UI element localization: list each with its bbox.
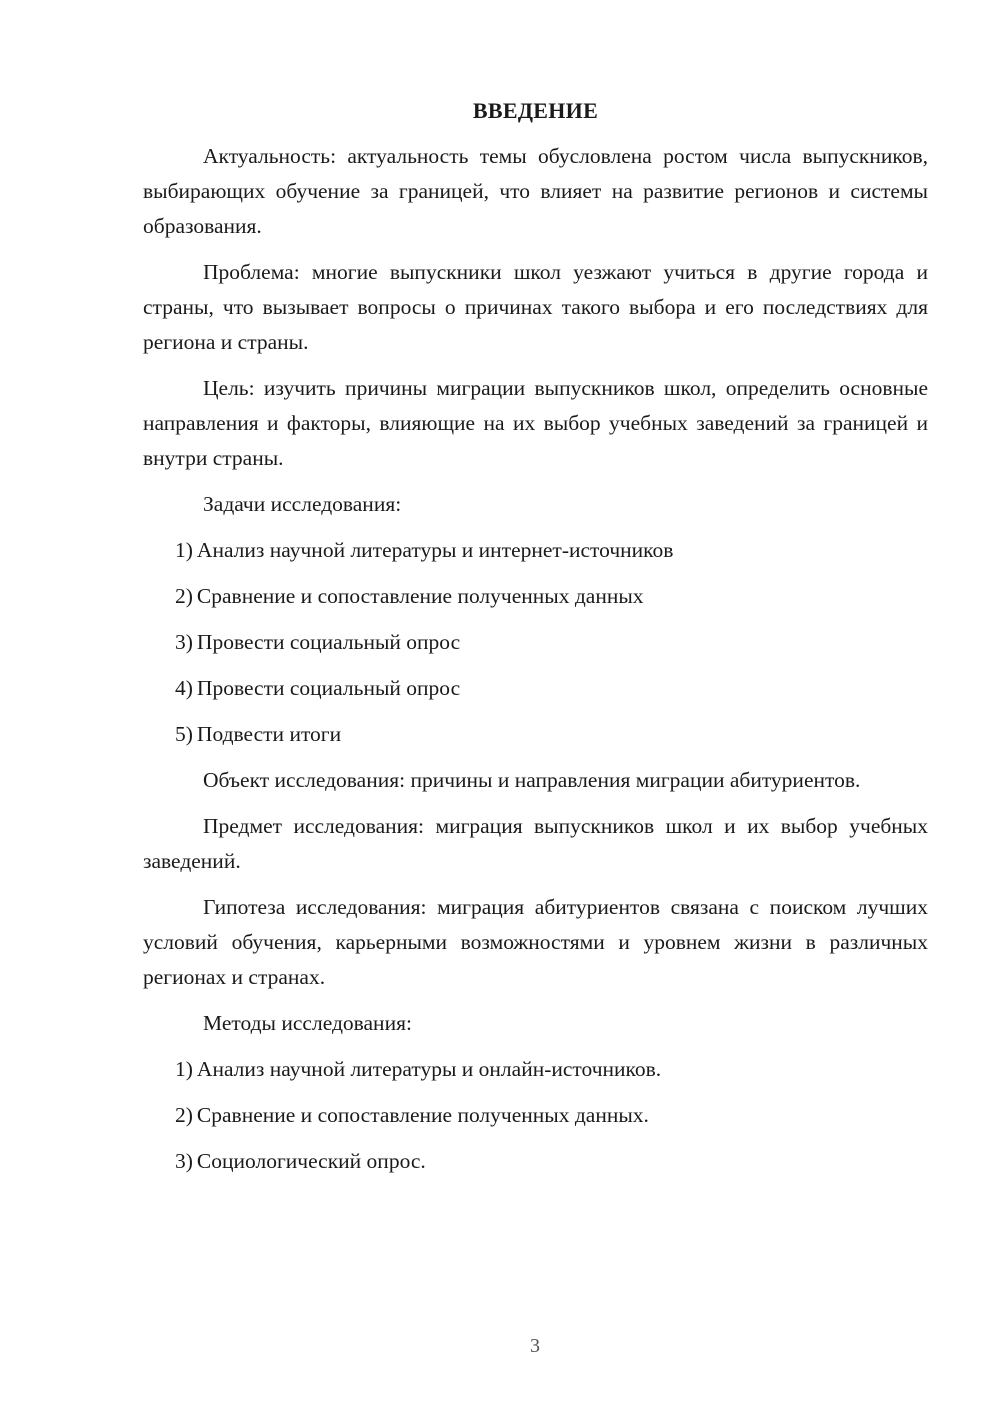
- list-item-text: Сравнение и сопоставление полученных данных: [196, 584, 644, 608]
- list-item-number: 3): [175, 1149, 193, 1173]
- page-title: ВВЕДЕНИЕ: [472, 98, 599, 123]
- list-item-number: 2): [175, 584, 193, 608]
- list-item-text: Провести социальный опрос: [196, 676, 461, 700]
- list-item-number: 1): [175, 1057, 193, 1081]
- list-item-text: Анализ научной литературы и интернет-источников: [196, 538, 674, 562]
- list-item-number: 4): [175, 676, 193, 700]
- list-item: [143, 579, 928, 614]
- list-item: [143, 671, 928, 706]
- relevance-paragraph: Актуальность: актуальность темы обусловлена ростом числа выпускников, выбирающих обучение за границей, что влияет на развитие регионов и системы образования.: [143, 144, 928, 238]
- object-paragraph: Объект исследования: причины и направления миграции абитуриентов.: [203, 768, 861, 792]
- list-item: [143, 1052, 928, 1087]
- problem-paragraph: Проблема: многие выпускники школ уезжают учиться в другие города и страны, что вызывает вопросы о причинах такого выбора и его последствиях для региона и страны.: [143, 260, 928, 354]
- list-item: [143, 533, 928, 568]
- list-item: [143, 625, 928, 660]
- methods-label: Методы исследования:: [203, 1011, 412, 1035]
- subject-paragraph: Предмет исследования: миграция выпускников школ и их выбор учебных заведений.: [143, 814, 928, 873]
- list-item-text: Подвести итоги: [196, 722, 342, 746]
- hypothesis-paragraph: Гипотеза исследования: миграция абитуриентов связана с поиском лучших условий обучения, карьерными возможностями и уровнем жизни в различных регионах и странах.: [143, 895, 928, 989]
- list-item-number: 2): [175, 1103, 193, 1127]
- list-item: [143, 1144, 928, 1179]
- list-item-text: Провести социальный опрос: [196, 630, 461, 654]
- page-number: 3: [530, 1335, 540, 1357]
- tasks-list: [143, 533, 928, 752]
- list-item-text: Анализ научной литературы и онлайн-источников.: [196, 1057, 662, 1081]
- methods-list: [143, 1052, 928, 1179]
- list-item-text: Социологический опрос.: [196, 1149, 426, 1173]
- list-item-number: 1): [175, 538, 193, 562]
- document-page: [143, 93, 928, 1190]
- list-item: [143, 1098, 928, 1133]
- list-item: [143, 717, 928, 752]
- list-item-number: 5): [175, 722, 193, 746]
- goal-paragraph: Цель: изучить причины миграции выпускников школ, определить основные направления и факторы, влияющие на их выбор учебных заведений за границей и внутри страны.: [143, 376, 928, 470]
- list-item-text: Сравнение и сопоставление полученных данных.: [196, 1103, 649, 1127]
- list-item-number: 3): [175, 630, 193, 654]
- tasks-label: Задачи исследования:: [203, 492, 402, 516]
